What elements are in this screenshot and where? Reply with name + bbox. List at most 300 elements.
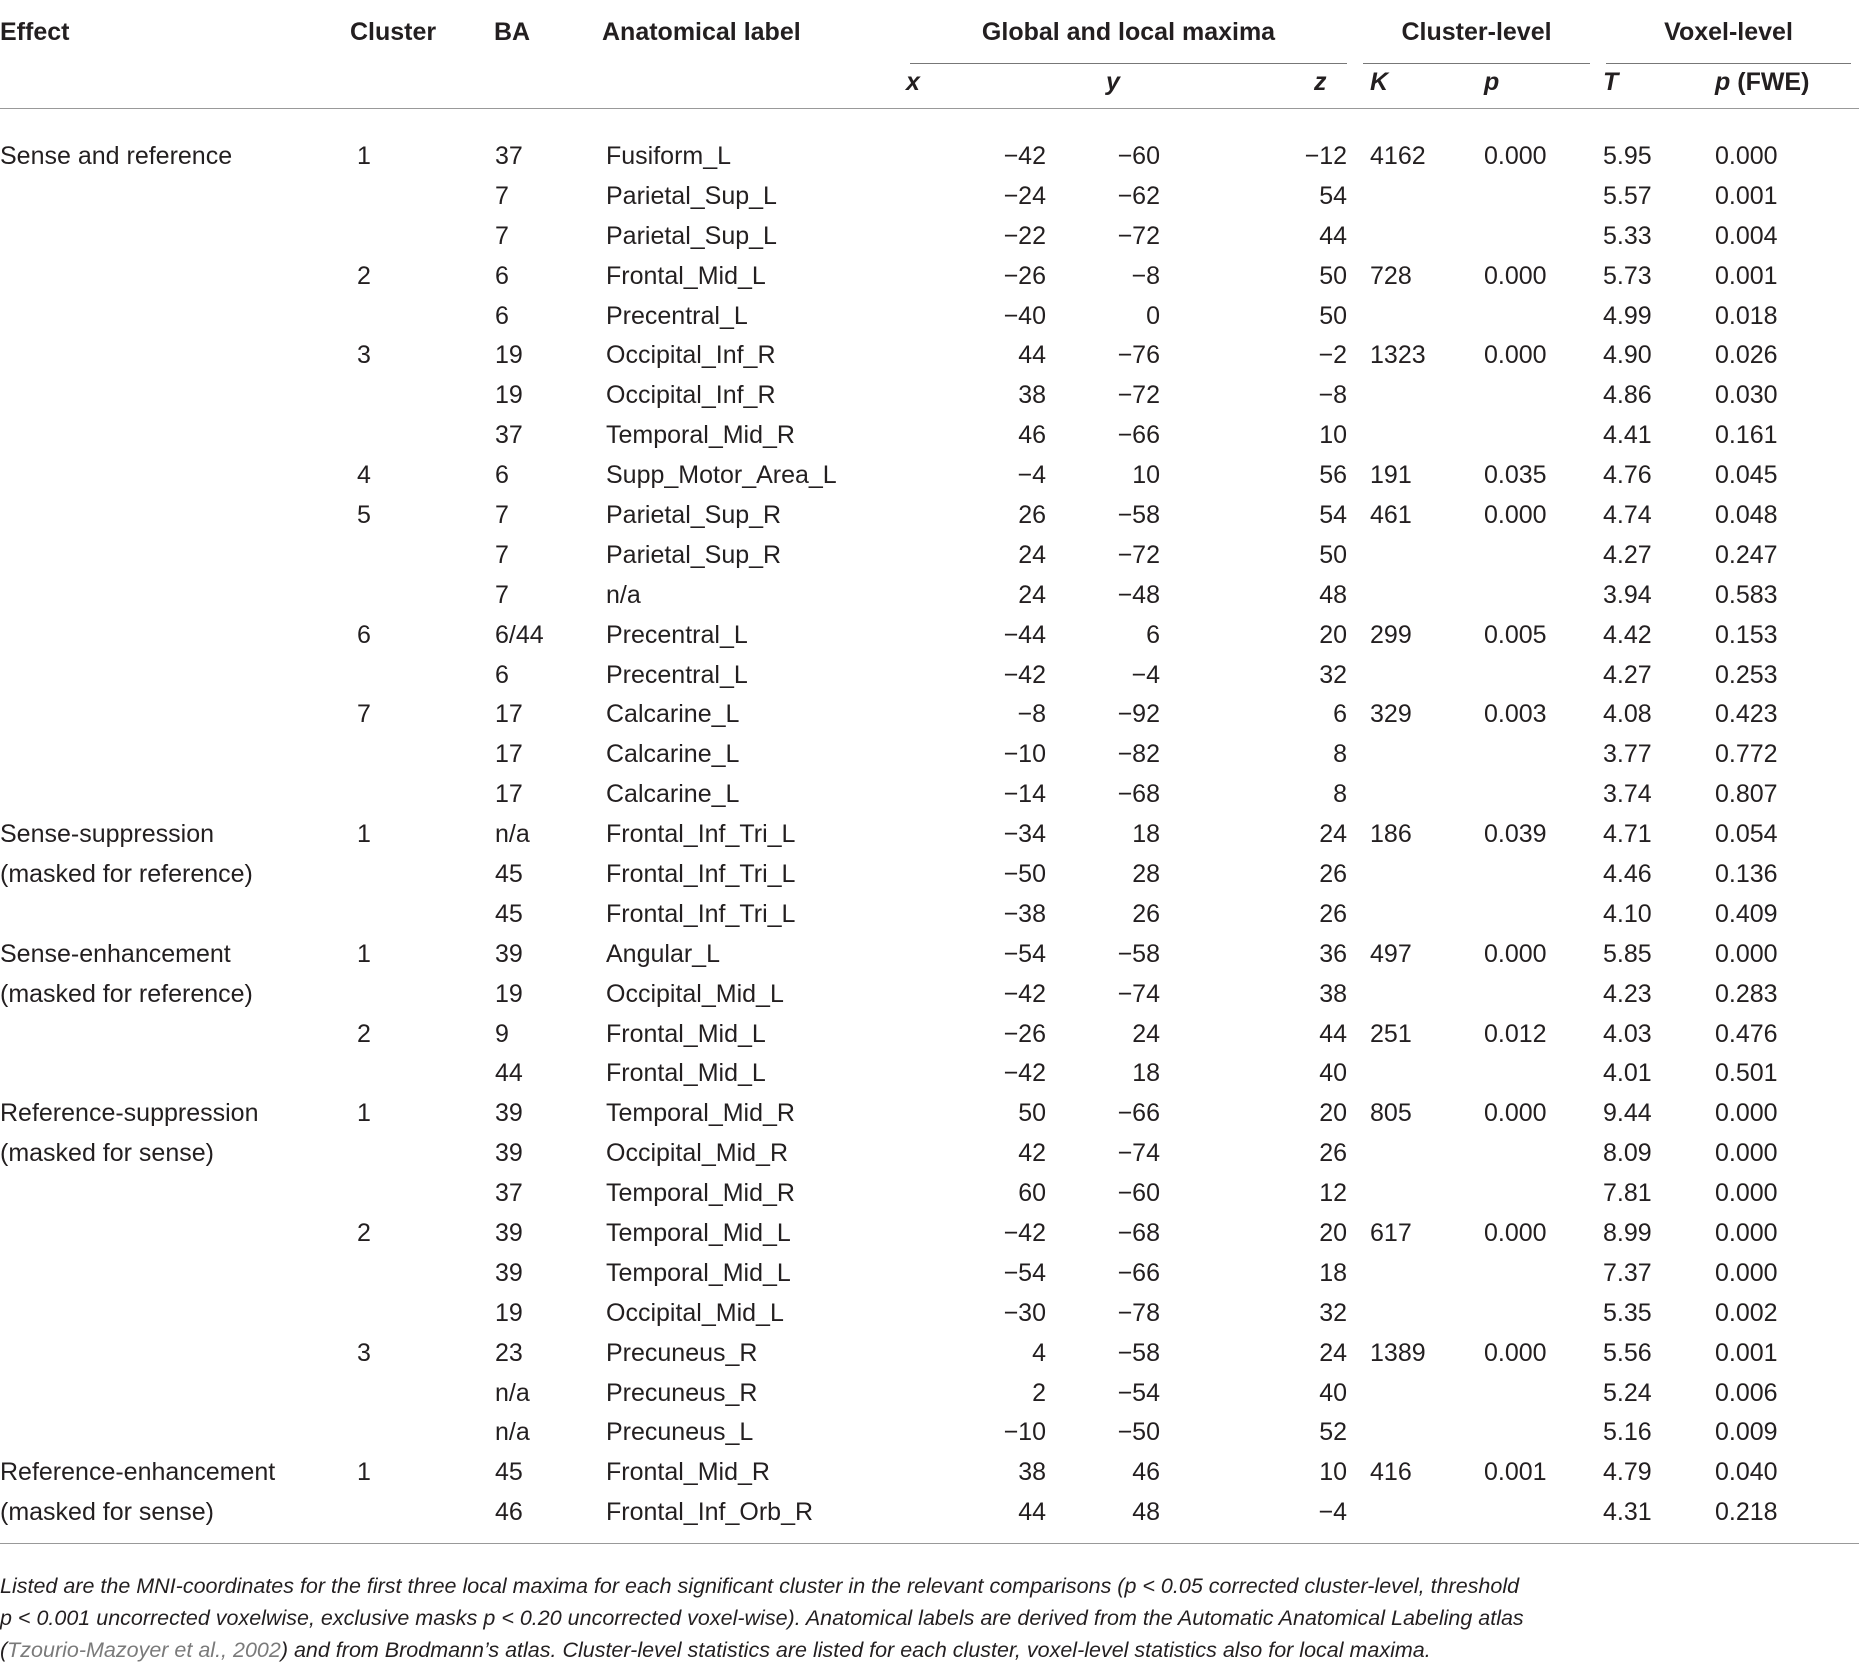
- cell-y: 26: [1132, 899, 1160, 928]
- cell-p-fwe: 0.030: [1715, 381, 1778, 410]
- cell-y: −4: [1131, 660, 1160, 689]
- cell-p: [1470, 176, 1598, 216]
- cell-k: 4162: [1370, 141, 1426, 170]
- cell-ba: 17: [495, 780, 523, 809]
- cell-p: [1470, 296, 1598, 336]
- cell-anatomical-label: Calcarine_L: [606, 740, 740, 769]
- cell-k: 416: [1370, 1458, 1412, 1487]
- cell-p: [1470, 1253, 1598, 1293]
- cell-anatomical-label: Parietal_Sup_L: [606, 181, 777, 210]
- cell-ba: 37: [495, 141, 523, 170]
- cell-t: 4.23: [1603, 979, 1652, 1008]
- cell-p: [1470, 1134, 1598, 1174]
- header-cluster: Cluster: [350, 18, 437, 46]
- cell-z: 50: [1319, 261, 1348, 290]
- cell-p-fwe: 0.772: [1715, 740, 1778, 769]
- cell-cluster: 3: [357, 1338, 371, 1367]
- cell-k: 186: [1370, 820, 1412, 849]
- cell-p-fwe: 0.423: [1715, 700, 1778, 729]
- cell-anatomical-label: Frontal_Inf_Orb_R: [602, 1493, 902, 1543]
- cell-cluster: [350, 1293, 494, 1333]
- cell-p-fwe: 0.040: [1715, 1458, 1778, 1487]
- cell-t: 4.74: [1603, 500, 1652, 529]
- cell-p-fwe: 0.136: [1715, 859, 1778, 888]
- cell-effect: [0, 416, 350, 456]
- cell-t: 5.95: [1603, 141, 1652, 170]
- cell-p: 0.000: [1484, 1338, 1547, 1367]
- cell-t: 5.16: [1603, 1418, 1652, 1447]
- cell-k: [1355, 1134, 1470, 1174]
- cell-cluster: [350, 376, 494, 416]
- cell-ba: 46: [494, 1493, 602, 1543]
- cell-x: −44: [1003, 620, 1046, 649]
- cell-k: [1355, 1413, 1470, 1453]
- header-p: p: [1470, 64, 1598, 108]
- cell-y: 28: [1132, 859, 1160, 888]
- cell-z: 36: [1319, 939, 1348, 968]
- cell-effect: Sense and reference: [0, 141, 233, 170]
- cell-z: −8: [1318, 381, 1348, 410]
- cell-p-fwe: 0.283: [1715, 979, 1778, 1008]
- cell-anatomical-label: Parietal_Sup_L: [606, 221, 777, 250]
- cell-ba: 45: [495, 1458, 523, 1487]
- cell-anatomical-label: n/a: [606, 580, 641, 609]
- cell-cluster: [350, 216, 494, 256]
- cell-cluster: [350, 1413, 494, 1453]
- cell-y: 18: [1132, 820, 1160, 849]
- cell-cluster: 3: [357, 341, 371, 370]
- cell-p-fwe: 0.054: [1715, 820, 1778, 849]
- cell-x: −50: [1003, 859, 1046, 888]
- cell-z: −4: [1202, 1493, 1355, 1543]
- cell-ba: n/a: [495, 820, 530, 849]
- cell-k: [1355, 1293, 1470, 1333]
- cell-x: −42: [1003, 1218, 1046, 1247]
- cell-ba: 23: [495, 1338, 523, 1367]
- cell-y: 18: [1132, 1059, 1160, 1088]
- header-maxima-text: Global and local maxima: [910, 18, 1347, 64]
- cell-p: [1470, 1293, 1598, 1333]
- cell-cluster: 2: [357, 261, 371, 290]
- cell-ba: 37: [495, 421, 523, 450]
- cell-p-fwe: 0.048: [1715, 500, 1778, 529]
- cell-cluster: [350, 1493, 494, 1543]
- cell-x: 38: [1018, 1458, 1046, 1487]
- cell-k: [1355, 855, 1470, 895]
- footnote-line-1: Listed are the MNI-coordinates for the first three local maxima for each significant cluster in the relevant comparisons (p < 0.05 corrected cluster-level, threshold: [0, 1574, 1520, 1598]
- cell-z: 26: [1319, 1139, 1348, 1168]
- cell-ba: 6: [495, 660, 509, 689]
- cell-p: 0.000: [1484, 341, 1547, 370]
- cell-k: [1355, 376, 1470, 416]
- cell-z: 54: [1319, 181, 1348, 210]
- cell-p: 0.039: [1484, 820, 1547, 849]
- header-cluster-level: [1355, 0, 1598, 64]
- cell-effect: [0, 456, 350, 496]
- cell-anatomical-label: Parietal_Sup_R: [606, 540, 782, 569]
- header-x-cell: [902, 64, 1052, 108]
- cell-ba: 6: [495, 301, 509, 330]
- cell-p-fwe: 0.218: [1711, 1493, 1859, 1543]
- header-x: x: [906, 68, 920, 96]
- cell-ba: 37: [495, 1179, 523, 1208]
- table-row: [0, 256, 1859, 296]
- cell-t: 4.41: [1603, 421, 1652, 450]
- cell-z: 6: [1333, 700, 1348, 729]
- cell-effect: [0, 1413, 350, 1453]
- cell-t: 7.81: [1603, 1179, 1652, 1208]
- cell-effect: [0, 496, 350, 536]
- cell-anatomical-label: Occipital_Inf_R: [606, 381, 776, 410]
- footnote-citation-link[interactable]: Tzourio-Mazoyer et al., 2002: [7, 1638, 281, 1662]
- cell-cluster: 6: [357, 620, 371, 649]
- cell-y: −92: [1117, 700, 1160, 729]
- cell-effect: [0, 176, 350, 216]
- cell-p: [1470, 1493, 1598, 1543]
- header-z-cell: [1202, 64, 1355, 108]
- header-p-fwe-p: p: [1715, 68, 1731, 96]
- cell-x: 44: [1018, 341, 1046, 370]
- cell-ba: 7: [495, 580, 509, 609]
- cell-p: [1470, 1174, 1598, 1214]
- cell-t: 4.01: [1603, 1059, 1652, 1088]
- footnote-paren-open: (: [0, 1638, 8, 1662]
- cell-ba: 39: [495, 1139, 523, 1168]
- table-row: [0, 535, 1859, 575]
- cell-effect: [0, 1333, 350, 1373]
- cell-z: 50: [1319, 540, 1348, 569]
- cell-cluster: [350, 775, 494, 815]
- cell-ba: 17: [495, 740, 523, 769]
- cell-k: [1355, 735, 1470, 775]
- cell-x: −54: [1003, 1258, 1046, 1287]
- table-row: [0, 496, 1859, 536]
- cell-anatomical-label: Parietal_Sup_R: [606, 500, 782, 529]
- cell-z: 44: [1319, 1019, 1348, 1048]
- table-row: [0, 1413, 1859, 1453]
- cell-p-fwe: 0.001: [1715, 261, 1778, 290]
- header-row-sub: [0, 64, 1859, 108]
- cell-anatomical-label: Frontal_Mid_R: [606, 1458, 770, 1487]
- cell-x: 38: [1018, 381, 1046, 410]
- cell-k: [1355, 655, 1470, 695]
- cell-z: 44: [1319, 221, 1348, 250]
- table-row: [0, 1453, 1859, 1493]
- cell-y: −66: [1117, 1258, 1160, 1287]
- header-global-local-maxima: [902, 0, 1355, 64]
- cell-z: 32: [1319, 1298, 1348, 1327]
- cell-k: 805: [1370, 1099, 1412, 1128]
- cell-p: 0.001: [1484, 1458, 1547, 1487]
- cell-t: 5.56: [1603, 1338, 1652, 1367]
- cell-anatomical-label: Fusiform_L: [606, 141, 732, 170]
- cell-anatomical-label: Frontal_Mid_L: [606, 1059, 766, 1088]
- cell-cluster: 1: [357, 1458, 371, 1487]
- cell-cluster: [350, 1253, 494, 1293]
- cell-cluster: 2: [357, 1218, 371, 1247]
- cell-z: 54: [1319, 500, 1348, 529]
- cell-p-fwe: 0.006: [1715, 1378, 1778, 1407]
- cell-t: 4.71: [1603, 820, 1652, 849]
- cell-effect: [0, 336, 350, 376]
- cell-x: 44: [902, 1493, 1052, 1543]
- cell-t: 3.94: [1603, 580, 1652, 609]
- cell-effect: [0, 376, 350, 416]
- table-row: [0, 575, 1859, 615]
- cell-ba: 44: [495, 1059, 523, 1088]
- cell-z: 10: [1319, 1458, 1348, 1487]
- cell-z: 8: [1333, 780, 1348, 809]
- cell-k: [1355, 1373, 1470, 1413]
- cell-k: 617: [1370, 1218, 1412, 1247]
- cell-x: 42: [1018, 1139, 1046, 1168]
- cell-ba: 7: [495, 500, 509, 529]
- cell-p: [1470, 735, 1598, 775]
- cell-x: 60: [1018, 1179, 1046, 1208]
- cell-x: −42: [1003, 141, 1046, 170]
- header-y-cell: [1052, 64, 1202, 108]
- cell-anatomical-label: Occipital_Inf_R: [606, 341, 776, 370]
- cell-cluster: 4: [357, 461, 371, 490]
- cell-effect: [0, 1174, 350, 1214]
- cell-p: [1470, 1413, 1598, 1453]
- cell-z: 18: [1319, 1258, 1348, 1287]
- cell-cluster: 1: [357, 939, 371, 968]
- cell-k: [1355, 894, 1470, 934]
- cell-x: −24: [1003, 181, 1046, 210]
- table-row: [0, 815, 1859, 855]
- header-voxel-level-text: Voxel-level: [1606, 18, 1851, 64]
- cell-p-fwe: 0.002: [1715, 1298, 1778, 1327]
- cell-x: −42: [1003, 660, 1046, 689]
- header-y: y: [1106, 68, 1120, 96]
- cell-cluster: [350, 296, 494, 336]
- cell-k: [1355, 296, 1470, 336]
- cell-p: [1470, 894, 1598, 934]
- cell-y: −58: [1117, 500, 1160, 529]
- cell-x: −10: [1003, 1418, 1046, 1447]
- cell-cluster: 2: [357, 1019, 371, 1048]
- cell-p: [1470, 775, 1598, 815]
- cell-p: [1470, 216, 1598, 256]
- cell-t: 9.44: [1603, 1099, 1652, 1128]
- cell-y: −78: [1117, 1298, 1160, 1327]
- cell-t: 4.76: [1603, 461, 1652, 490]
- cell-p-fwe: 0.018: [1715, 301, 1778, 330]
- footnote-line-2: p < 0.001 uncorrected voxelwise, exclusive masks p < 0.20 uncorrected voxel-wise). Anatomical labels are derived from the Automatic Anatomical Labeling atlas: [0, 1606, 1524, 1630]
- cell-cluster: [350, 575, 494, 615]
- cell-anatomical-label: Occipital_Mid_L: [606, 1298, 784, 1327]
- cell-t: 8.09: [1603, 1139, 1652, 1168]
- cell-t: 4.10: [1603, 899, 1652, 928]
- cell-effect: Sense-enhancement: [0, 939, 231, 968]
- cell-k: [1355, 974, 1470, 1014]
- cell-x: 46: [1018, 421, 1046, 450]
- header-k: K: [1355, 64, 1470, 108]
- cell-cluster: [350, 735, 494, 775]
- cell-y: 10: [1132, 461, 1160, 490]
- table-row: [0, 1014, 1859, 1054]
- cell-y: 46: [1132, 1458, 1160, 1487]
- cell-p: 0.000: [1484, 500, 1547, 529]
- cell-ba: 39: [495, 1258, 523, 1287]
- cell-p-fwe: 0.001: [1715, 1338, 1778, 1367]
- cell-p-fwe: 0.004: [1715, 221, 1778, 250]
- cell-effect: (masked for sense): [0, 1493, 350, 1543]
- cell-k: [1355, 416, 1470, 456]
- cell-y: −48: [1117, 580, 1160, 609]
- footnote-line-3: [0, 1634, 1759, 1666]
- cell-ba: 45: [495, 899, 523, 928]
- cell-k: [1355, 1174, 1470, 1214]
- cell-p: 0.000: [1484, 141, 1547, 170]
- cell-ba: n/a: [495, 1378, 530, 1407]
- cell-y: −74: [1117, 979, 1160, 1008]
- table-row: [0, 296, 1859, 336]
- cell-effect: [0, 775, 350, 815]
- cell-y: −60: [1117, 141, 1160, 170]
- cell-anatomical-label: Frontal_Inf_Tri_L: [606, 899, 796, 928]
- table-row: [0, 855, 1859, 895]
- cell-p: [1470, 416, 1598, 456]
- cell-z: 20: [1319, 1218, 1348, 1247]
- cell-p-fwe: 0.000: [1715, 1139, 1778, 1168]
- cell-x: −42: [1003, 1059, 1046, 1088]
- cell-p: [1470, 655, 1598, 695]
- header-row-main: [0, 0, 1859, 64]
- table-row: [0, 735, 1859, 775]
- table-row: [0, 456, 1859, 496]
- cell-p: 0.005: [1484, 620, 1547, 649]
- cell-cluster: [350, 974, 494, 1014]
- cell-p-fwe: 0.153: [1715, 620, 1778, 649]
- cell-t: 4.42: [1603, 620, 1652, 649]
- cell-p-fwe: 0.476: [1715, 1019, 1778, 1048]
- header-anatomical-label: Anatomical label: [602, 18, 801, 46]
- cell-ba: 6: [495, 461, 509, 490]
- cell-ba: 45: [495, 859, 523, 888]
- cell-anatomical-label: Angular_L: [606, 939, 720, 968]
- table-body: [0, 108, 1859, 1543]
- header-voxel-level: [1598, 0, 1859, 64]
- cell-z: 24: [1319, 820, 1348, 849]
- cell-y: −62: [1117, 181, 1160, 210]
- table-row: [0, 655, 1859, 695]
- cell-z: 38: [1319, 979, 1348, 1008]
- cell-ba: n/a: [495, 1418, 530, 1447]
- cell-anatomical-label: Occipital_Mid_R: [606, 1139, 789, 1168]
- cell-p-fwe: 0.583: [1715, 580, 1778, 609]
- cell-anatomical-label: Frontal_Inf_Tri_L: [606, 859, 796, 888]
- cell-p: [1470, 1373, 1598, 1413]
- cell-x: −42: [1003, 979, 1046, 1008]
- cell-y: −8: [1131, 261, 1160, 290]
- table-row: [0, 1094, 1859, 1134]
- cell-x: 50: [1018, 1099, 1046, 1128]
- cell-k: 329: [1370, 700, 1412, 729]
- cell-p: [1470, 974, 1598, 1014]
- cell-p-fwe: 0.161: [1715, 421, 1778, 450]
- cell-p-fwe: 0.000: [1715, 1179, 1778, 1208]
- cell-p: [1470, 855, 1598, 895]
- cell-p-fwe: 0.026: [1715, 341, 1778, 370]
- cell-y: −58: [1117, 1338, 1160, 1367]
- cell-effect: [0, 695, 350, 735]
- cell-t: 8.99: [1603, 1218, 1652, 1247]
- table-row: [0, 216, 1859, 256]
- cell-anatomical-label: Temporal_Mid_R: [606, 1099, 795, 1128]
- table-row: [0, 416, 1859, 456]
- cell-p-fwe: 0.409: [1715, 899, 1778, 928]
- cell-y: −66: [1117, 421, 1160, 450]
- cell-z: −12: [1304, 141, 1348, 170]
- cell-t: 4.03: [1603, 1019, 1652, 1048]
- cell-effect: [0, 894, 350, 934]
- cell-cluster: 1: [357, 141, 371, 170]
- cell-effect: [0, 575, 350, 615]
- cell-effect: (masked for sense): [0, 1139, 214, 1168]
- cell-effect: [0, 296, 350, 336]
- header-z: z: [1314, 68, 1327, 96]
- cell-effect: Sense-suppression: [0, 820, 215, 849]
- cell-anatomical-label: Frontal_Mid_L: [606, 1019, 766, 1048]
- cell-anatomical-label: Temporal_Mid_L: [606, 1258, 791, 1287]
- cell-p-fwe: 0.001: [1715, 181, 1778, 210]
- cell-t: 5.57: [1603, 181, 1652, 210]
- cell-k: 461: [1370, 500, 1412, 529]
- cell-effect: Reference-suppression: [0, 1099, 259, 1128]
- cell-t: 5.35: [1603, 1298, 1652, 1327]
- header-sub-blank: [0, 64, 902, 108]
- cell-cluster: 5: [357, 500, 371, 529]
- cell-anatomical-label: Temporal_Mid_R: [606, 421, 795, 450]
- cell-y: 24: [1132, 1019, 1160, 1048]
- table-row: [0, 775, 1859, 815]
- cell-t: 4.08: [1603, 700, 1652, 729]
- cell-y: 48: [1052, 1493, 1202, 1543]
- cell-x: −34: [1003, 820, 1046, 849]
- cell-x: −26: [1003, 1019, 1046, 1048]
- table-row: [0, 615, 1859, 655]
- cell-effect: [0, 216, 350, 256]
- cell-cluster: [350, 1174, 494, 1214]
- cell-ba: 19: [495, 1298, 523, 1327]
- cell-anatomical-label: Precentral_L: [606, 301, 748, 330]
- table-row: [0, 894, 1859, 934]
- cell-x: −14: [1003, 780, 1046, 809]
- cell-k: [1355, 1253, 1470, 1293]
- cell-effect: [0, 655, 350, 695]
- cell-y: −58: [1117, 939, 1160, 968]
- cell-p: 0.000: [1484, 1099, 1547, 1128]
- cell-x: −40: [1003, 301, 1046, 330]
- cell-t: 3.77: [1603, 740, 1652, 769]
- table-row: [0, 1253, 1859, 1293]
- cell-p-fwe: 0.045: [1715, 461, 1778, 490]
- cell-y: −60: [1117, 1179, 1160, 1208]
- table-row: [0, 336, 1859, 376]
- table-row: [0, 974, 1859, 1014]
- cell-p: 0.012: [1484, 1019, 1547, 1048]
- cell-t: 4.90: [1603, 341, 1652, 370]
- cell-y: −50: [1117, 1418, 1160, 1447]
- cell-cluster: [350, 176, 494, 216]
- table-row: [0, 1493, 1859, 1543]
- cell-ba: 7: [495, 181, 509, 210]
- cell-ba: 39: [495, 939, 523, 968]
- table-row: [0, 1134, 1859, 1174]
- cell-effect: [0, 1054, 350, 1094]
